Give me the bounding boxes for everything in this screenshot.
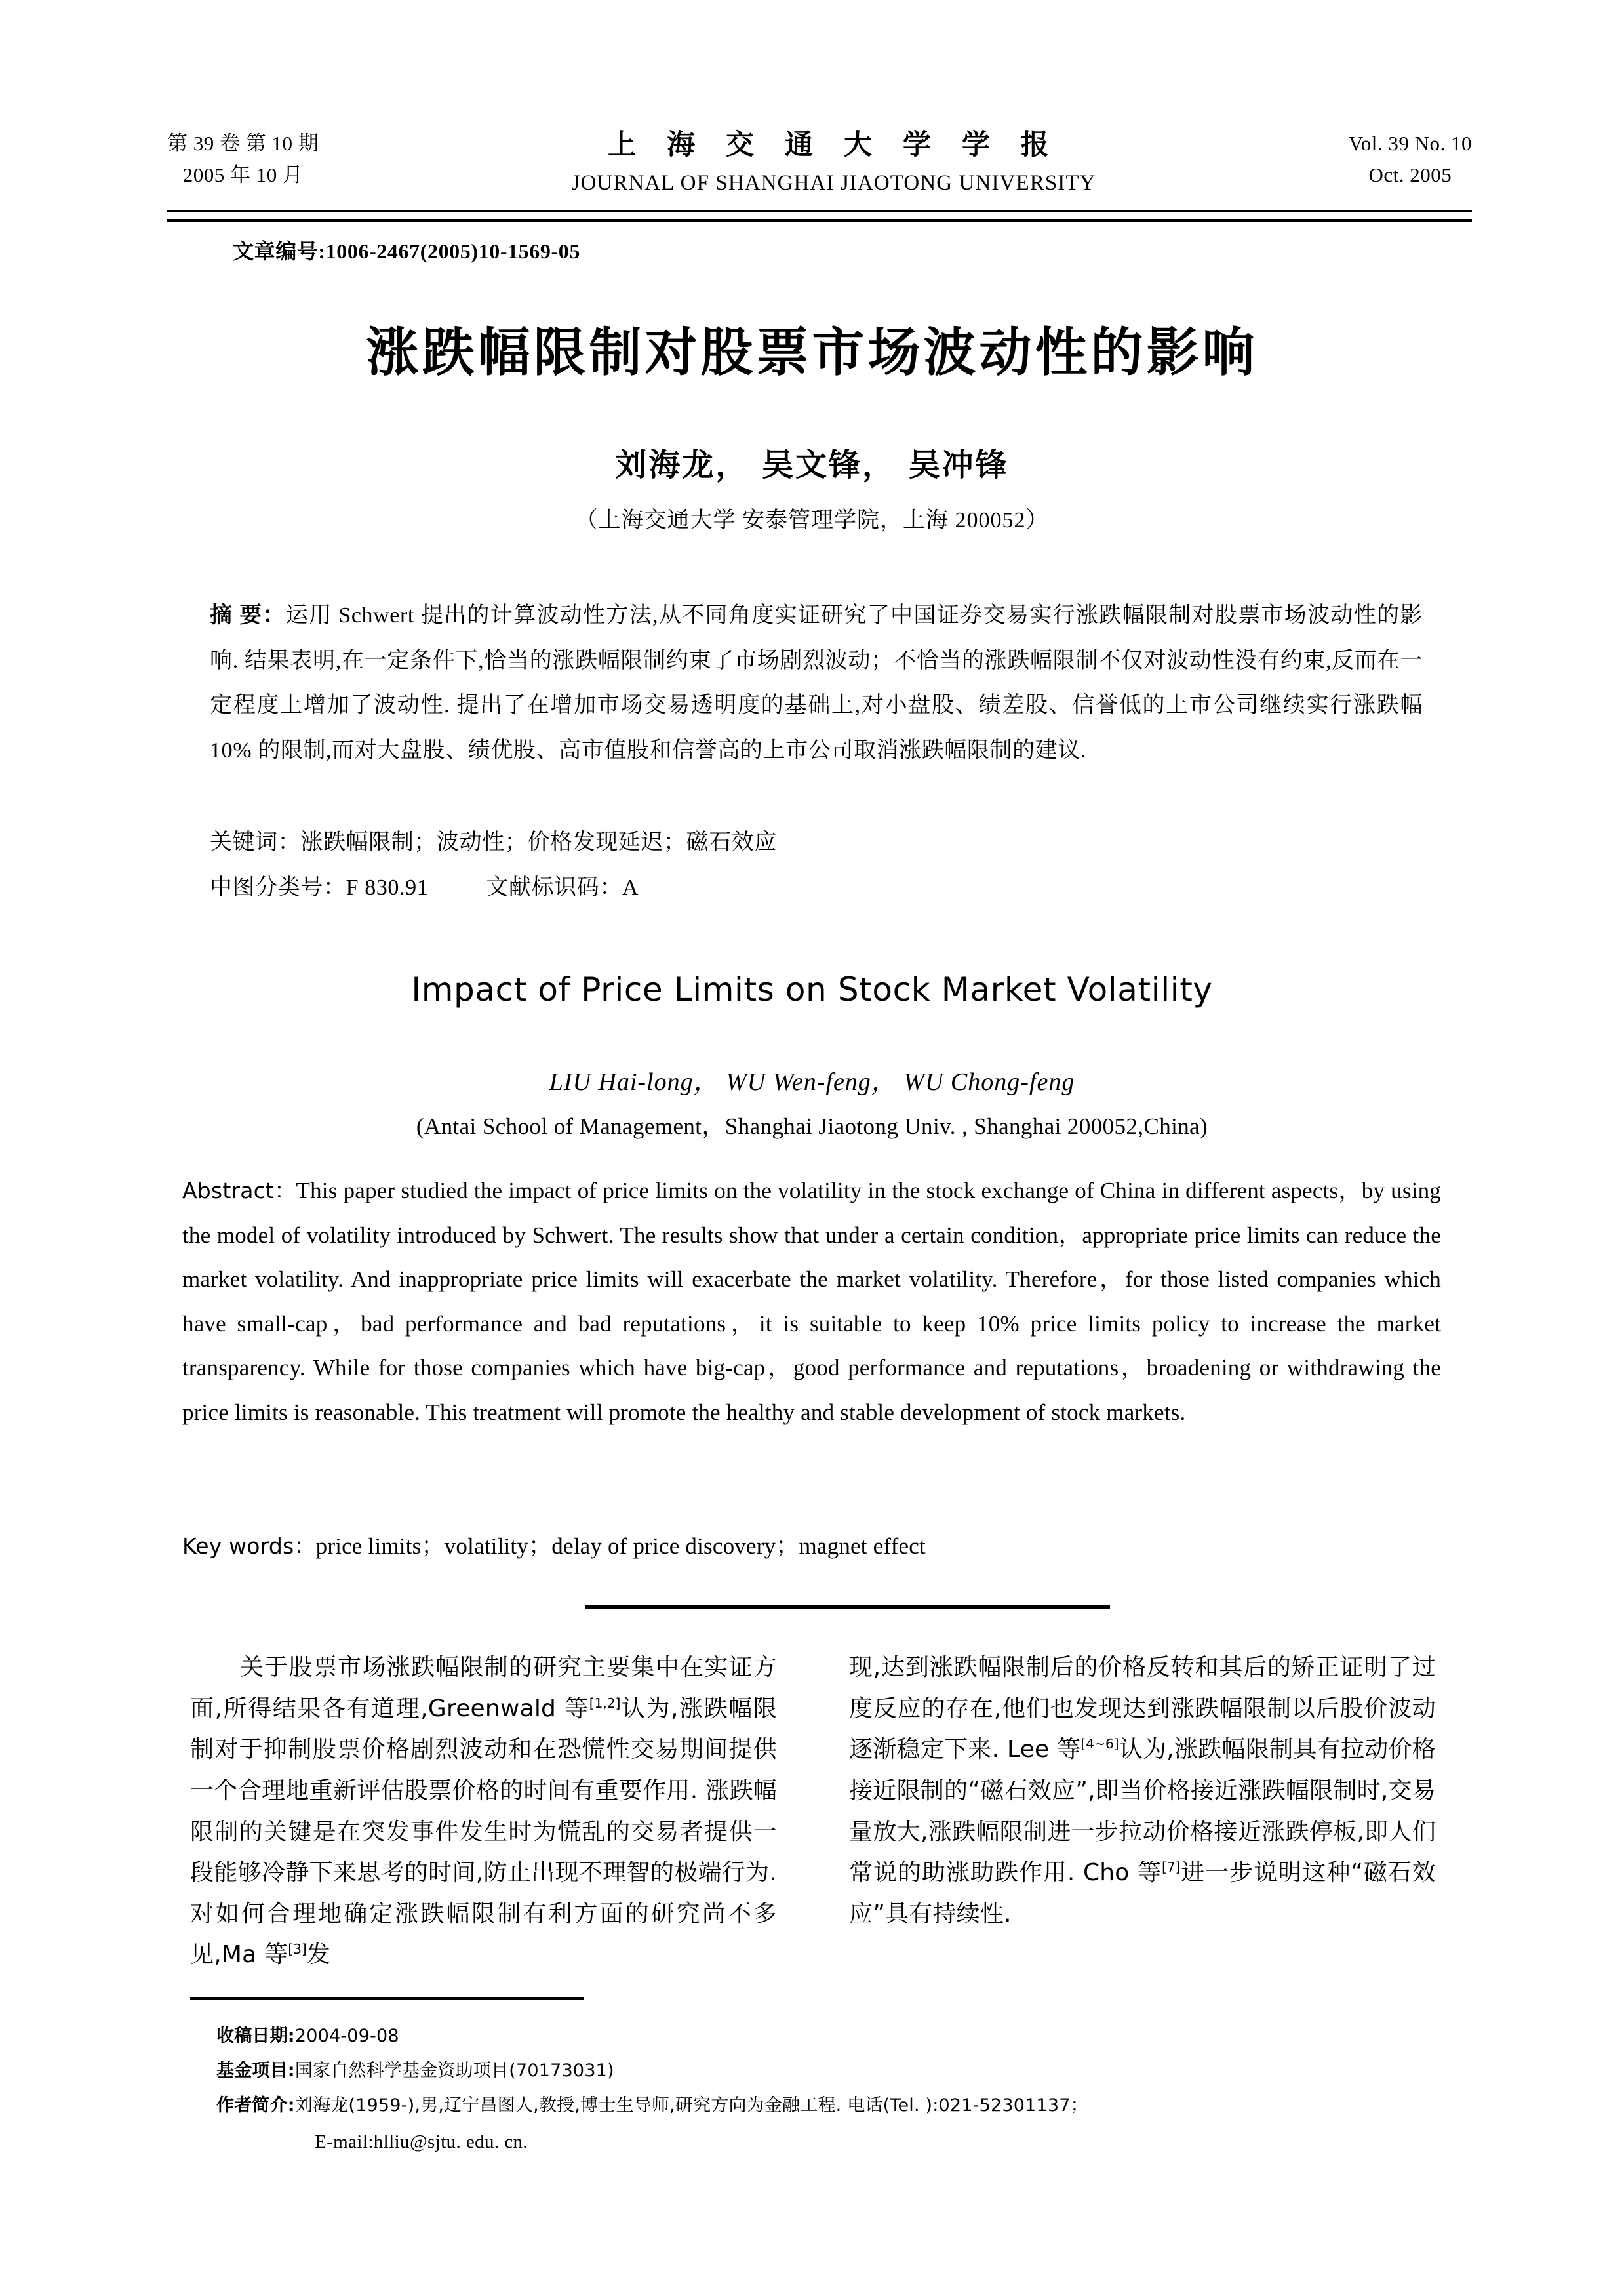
issue-date-cn: 2005 年 10 月 xyxy=(182,163,304,187)
article-number xyxy=(233,235,580,265)
journal-name-en: JOURNAL OF SHANGHAI JIAOTONG UNIVERSITY xyxy=(571,171,1096,195)
article-number-label: 文章编号: xyxy=(233,239,326,263)
abstract-cn xyxy=(210,594,1423,774)
abstract-en-text: This paper studied the impact of price limits on the volatility in the stock exchange of China in different aspects，by using the model of volatility introduced by Schwert. The results show that under a certain condition，appropriate price limits can reduce the market volatility. And inappropriate price limits will exacerbate the market volatility. Therefore，for those listed companies which have small-cap，bad performance and bad reputations，it is suitable to keep 10% price limits policy to increase the market transparency. While for those companies which have big-cap，good performance and reputations，broadening or withdrawing the price limits is reasonable. This treatment will promote the healthy and stable development of stock markets. xyxy=(182,1178,1441,1425)
running-head-right xyxy=(1349,128,1472,191)
bio-label: 作者简介: xyxy=(216,2095,295,2116)
journal-name-cn: 上 海 交 通 大 学 学 报 xyxy=(608,129,1060,161)
fund-value: 国家自然科学基金资助项目(70173031) xyxy=(294,2061,614,2082)
issue-date-en: Oct. 2005 xyxy=(1368,163,1452,187)
footnote-email: E-mail:hlliu@sjtu. edu. cn. xyxy=(315,2131,528,2152)
footnote-bio xyxy=(216,2088,1396,2123)
keywords-cn xyxy=(210,824,1423,856)
body-column-left xyxy=(190,1647,777,1976)
received-value: 2004-09-08 xyxy=(294,2026,399,2046)
body-left-text-3: 发 xyxy=(306,1941,330,1969)
affiliation-en: (Antai School of Management，Shanghai Jiaotong Univ. , Shanghai 200052,China) xyxy=(416,1114,1208,1139)
bio-value: 刘海龙(1959-),男,辽宁昌图人,教授,博士生导师,研究方向为金融工程. 电话(Tel. ):021-52301137； xyxy=(294,2095,1088,2116)
body-right-text-3: 进一步说明这种“磁石效应”具有持续性. xyxy=(849,1859,1436,1927)
body-columns xyxy=(190,1647,1436,1976)
abstract-cn-label: 摘 要： xyxy=(210,603,286,628)
reference-marker-1: [1,2] xyxy=(589,1695,621,1711)
abstract-en xyxy=(182,1169,1441,1434)
running-head xyxy=(167,128,1472,199)
clc-value: F 830.91 xyxy=(346,875,429,900)
footnote-received xyxy=(216,2019,1396,2053)
reference-marker-7: [7] xyxy=(1161,1859,1181,1876)
volume-issue: 第 39 卷 第 10 期 xyxy=(167,132,319,155)
body-left-text-2: 认为,涨跌幅限制对于抑制股票价格剧烈波动和在恐慌性交易期间提供一个合理地重新评估股票价格的时间有重要作用. 涨跌幅限制的关键是在突发事件发生时为慌乱的交易者提供一段能够冷静下来思考的时间,防止出现不理智的极端行为. 对如何合理地确定涨跌幅限制有利方面的研究尚不多见,Ma 等 xyxy=(190,1695,777,1969)
section-separator-rule xyxy=(585,1605,1110,1609)
header-double-rule xyxy=(167,210,1472,222)
classification-cn xyxy=(210,869,1423,901)
body-right-text-1: 现,达到涨跌幅限制后的价格反转和其后的矫正证明了过度反应的存在,他们也发现达到涨跌幅限制以后股价波动逐渐稳定下来. Lee 等 xyxy=(849,1654,1436,1763)
doc-code-label: 文献标识码： xyxy=(486,875,622,900)
footnote-rule xyxy=(190,1997,584,2000)
doc-code-value: A xyxy=(622,875,639,900)
keywords-en-label: Key words： xyxy=(182,1533,316,1559)
keywords-en-text: price limits；volatility；delay of price discovery；magnet effect xyxy=(315,1533,926,1559)
footnote-block xyxy=(216,2019,1396,2161)
body-paragraph-right xyxy=(849,1647,1436,1935)
volume-issue-en: Vol. 39 No. 10 xyxy=(1348,132,1472,155)
reference-marker-3: [3] xyxy=(288,1941,307,1958)
body-column-right xyxy=(849,1647,1436,1976)
clc-label: 中图分类号： xyxy=(210,875,346,900)
abstract-en-label: Abstract： xyxy=(182,1178,296,1203)
page-title-cn: 涨跌幅限制对股票市场波动性的影响 xyxy=(366,322,1258,383)
fund-label: 基金项目: xyxy=(216,2061,295,2082)
article-number-value: 1006-2467(2005)10-1569-05 xyxy=(325,239,580,263)
abstract-cn-text: 运用 Schwert 提出的计算波动性方法,从不同角度实证研究了中国证券交易实行涨跌幅限制对股票市场波动性的影响. 结果表明,在一定条件下,恰当的涨跌幅限制约束了市场剧烈波动；不恰当的涨跌幅限制不仅对波动性没有约束,反而在一定程度上增加了波动性. 提出了在增加市场交易透明度的基础上,对小盘股、绩差股、信誉低的上市公司继续实行涨跌幅 10% 的限制,而对大盘股、绩优股、高市值股和信誉高的上市公司取消涨跌幅限制的建议. xyxy=(210,603,1423,763)
keywords-cn-label: 关键词： xyxy=(210,830,301,855)
authors-en: LIU Hai-long， WU Wen-feng， WU Chong-feng xyxy=(549,1068,1075,1096)
received-label: 收稿日期: xyxy=(216,2026,295,2046)
body-paragraph-left xyxy=(190,1647,777,1976)
reference-marker-4-6: [4~6] xyxy=(1080,1736,1119,1752)
keywords-en xyxy=(182,1528,1441,1561)
journal-masthead xyxy=(319,128,1349,199)
keywords-cn-text: 涨跌幅限制；波动性；价格发现延迟；磁石效应 xyxy=(300,830,778,855)
affiliation-cn: （上海交通大学 安泰管理学院，上海 200052） xyxy=(575,508,1049,533)
running-head-left xyxy=(167,128,319,191)
page-title-en: Impact of Price Limits on Stock Market Volatility xyxy=(411,971,1213,1009)
body-right-text-2: 认为,涨跌幅限制具有拉动价格接近限制的“磁石效应”,即当价格接近涨跌幅限制时,交易量放大,涨跌幅限制进一步拉动价格接近涨跌停板,即人们常说的助涨助跌作用. Cho 等 xyxy=(849,1736,1436,1887)
footnote-fund xyxy=(216,2053,1396,2088)
body-left-text-1: 关于股票市场涨跌幅限制的研究主要集中在实证方面,所得结果各有道理,Greenwald 等 xyxy=(190,1654,777,1722)
authors-cn: 刘海龙， 吴文锋， 吴冲锋 xyxy=(615,447,1009,483)
